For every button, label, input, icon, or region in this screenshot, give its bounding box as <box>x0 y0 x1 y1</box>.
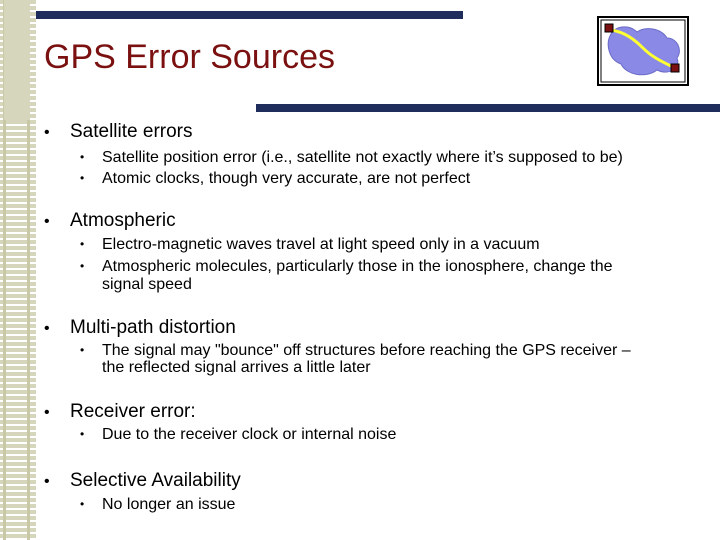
sub-bullet-dot: • <box>80 427 85 441</box>
sub-bullet-text: signal speed <box>102 276 192 293</box>
sub-bullet-dot: • <box>80 150 85 164</box>
gps-satellite-logo-icon <box>597 16 689 86</box>
sub-bullet-dot: • <box>80 343 85 357</box>
sub-bullet-text: The signal may "bounce" off structures before reaching the GPS receiver – <box>102 342 631 359</box>
sub-bullet-text: Electro-magnetic waves travel at light speed only in a vacuum <box>102 236 540 253</box>
sub-bullet-dot: • <box>80 259 85 273</box>
top-rule <box>36 11 463 19</box>
sub-bullet-dot: • <box>80 497 85 511</box>
bullet-text: Selective Availability <box>70 470 241 491</box>
sub-bullet-text: Satellite position error (i.e., satellite not exactly where it’s supposed to be) <box>102 149 623 166</box>
sub-bullet-text: No longer an issue <box>102 496 236 513</box>
sub-bullet-text: Atmospheric molecules, particularly those in the ionosphere, change the <box>102 258 613 275</box>
bullet-text: Satellite errors <box>70 121 193 142</box>
bullet-text: Atmospheric <box>70 210 176 231</box>
bullet-text: Receiver error: <box>70 401 196 422</box>
bullet-text: Multi-path distortion <box>70 317 236 338</box>
bullet-dot: • <box>44 124 50 141</box>
sub-bullet-text: Atomic clocks, though very accurate, are not perfect <box>102 170 471 187</box>
sub-bullet-dot: • <box>80 171 85 185</box>
bullet-dot: • <box>44 473 50 490</box>
sub-bullet-text: the reflected signal arrives a little later <box>102 359 371 376</box>
bullet-dot: • <box>44 320 50 337</box>
slide-title: GPS Error Sources <box>44 38 335 76</box>
sub-bullet-text: Due to the receiver clock or internal noise <box>102 426 397 443</box>
sub-bullet-dot: • <box>80 237 85 251</box>
bullet-dot: • <box>44 213 50 230</box>
title-accent-block <box>4 0 30 120</box>
title-underline-rule <box>256 104 720 112</box>
bullet-dot: • <box>44 404 50 421</box>
